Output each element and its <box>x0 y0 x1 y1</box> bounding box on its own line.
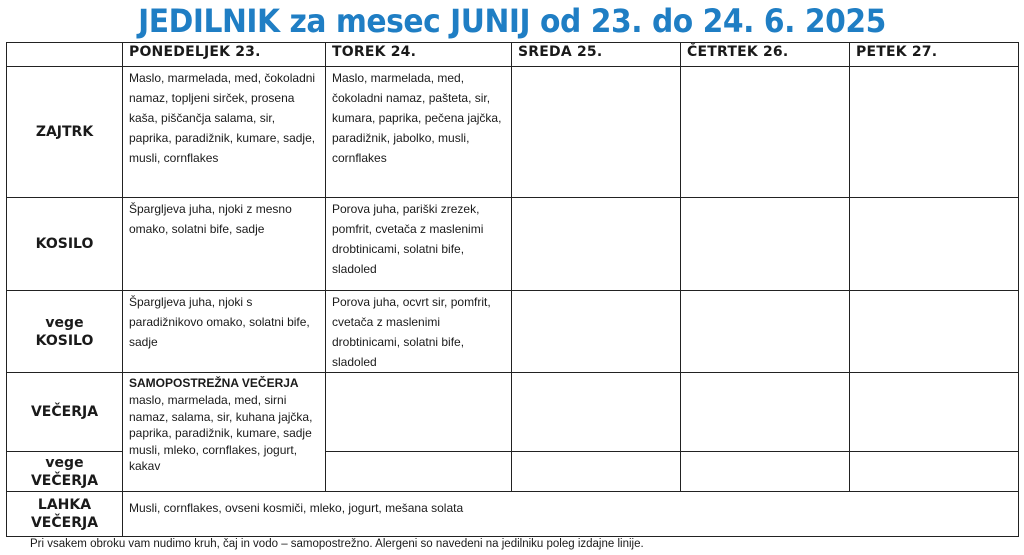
vege-kosilo-label-line2: KOSILO <box>35 332 94 349</box>
vege-kosilo-tuesday: Porova juha, ocvrt sir, pomfrit, cvetača z maslenimi drobtinicami, solatni bife, sladoled <box>326 291 512 373</box>
zajtrk-wednesday <box>512 67 681 198</box>
vege-vecerja-thursday <box>681 452 850 492</box>
zajtrk-thursday <box>681 67 850 198</box>
vege-kosilo-wednesday <box>512 291 681 373</box>
kosilo-wednesday <box>512 198 681 291</box>
vege-kosilo-friday <box>850 291 1019 373</box>
day-monday: PONEDELJEK 23. <box>123 43 326 67</box>
row-kosilo <box>7 198 1019 291</box>
lahka-vecerja-label-line2: VEČERJA <box>30 515 99 531</box>
row-vege-kosilo <box>7 291 1019 373</box>
vecerja-monday <box>123 373 326 492</box>
row-label-vege-vecerja <box>7 452 123 492</box>
row-lahka-vecerja <box>7 492 1019 537</box>
vecerja-friday <box>850 373 1019 452</box>
vecerja-heading: SAMOPOSTREŽNA VEČERJA <box>129 376 299 390</box>
lahka-vecerja-label-line1: LAHKA <box>37 497 92 513</box>
kosilo-thursday <box>681 198 850 291</box>
kosilo-friday <box>850 198 1019 291</box>
day-friday: PETEK 27. <box>850 43 1019 67</box>
vecerja-thursday <box>681 373 850 452</box>
row-label-lahka-vecerja <box>7 492 123 537</box>
row-zajtrk <box>7 67 1019 198</box>
kosilo-monday: Špargljeva juha, njoki z mesno omako, solatni bife, sadje <box>123 198 326 291</box>
zajtrk-monday: Maslo, marmelada, med, čokoladni namaz, topljeni sirček, prosena kaša, piščančja salama, sir, paprika, paradižnik, kumare, sadje, musli, cornflakes <box>123 67 326 198</box>
row-label-zajtrk: ZAJTRK <box>7 67 123 198</box>
vecerja-wednesday <box>512 373 681 452</box>
day-header-row <box>7 43 1019 67</box>
vege-vecerja-tuesday <box>326 452 512 492</box>
vege-kosilo-monday: Špargljeva juha, njoki s paradižnikovo omako, solatni bife, sadje <box>123 291 326 373</box>
zajtrk-friday <box>850 67 1019 198</box>
menu-table <box>6 42 1019 537</box>
vege-vecerja-wednesday <box>512 452 681 492</box>
footer-note: Pri vsakem obroku vam nudimo kruh, čaj in vodo – samopostrežno. Alergeni so navedeni na jedilniku poleg izdajne linije. <box>30 538 644 550</box>
vege-vecerja-label-line1: vege <box>45 454 84 471</box>
row-vecerja <box>7 373 1019 452</box>
row-label-vege-kosilo <box>7 291 123 373</box>
day-tuesday: TOREK 24. <box>326 43 512 67</box>
corner-cell <box>7 43 123 67</box>
vege-kosilo-thursday <box>681 291 850 373</box>
menu-title: JEDILNIK za mesec JUNIJ od 23. do 24. 6. 2025 <box>138 2 886 40</box>
vecerja-tuesday <box>326 373 512 452</box>
vege-kosilo-label-line1: vege <box>45 314 84 331</box>
day-thursday: ČETRTEK 26. <box>681 43 850 67</box>
zajtrk-tuesday: Maslo, marmelada, med, čokoladni namaz, pašteta, sir, kumara, paprika, pečena jajčka, paradižnik, jabolko, musli, cornflakes <box>326 67 512 198</box>
row-label-kosilo: KOSILO <box>7 198 123 291</box>
row-label-vecerja: VEČERJA <box>7 373 123 452</box>
day-wednesday: SREDA 25. <box>512 43 681 67</box>
vege-vecerja-label-line2: VEČERJA <box>30 472 99 489</box>
vecerja-monday-text: maslo, marmelada, med, sirni namaz, salama, sir, kuhana jajčka, paprika, paradižnik, kumare, sadje musli, mleko, cornflakes, jogurt, kakav <box>129 393 313 473</box>
kosilo-tuesday: Porova juha, pariški zrezek, pomfrit, cvetača z maslenimi drobtinicami, solatni bife, sladoled <box>326 198 512 291</box>
lahka-vecerja-text: Musli, cornflakes, ovseni kosmiči, mleko, jogurt, mešana solata <box>123 492 1019 537</box>
vege-vecerja-friday <box>850 452 1019 492</box>
